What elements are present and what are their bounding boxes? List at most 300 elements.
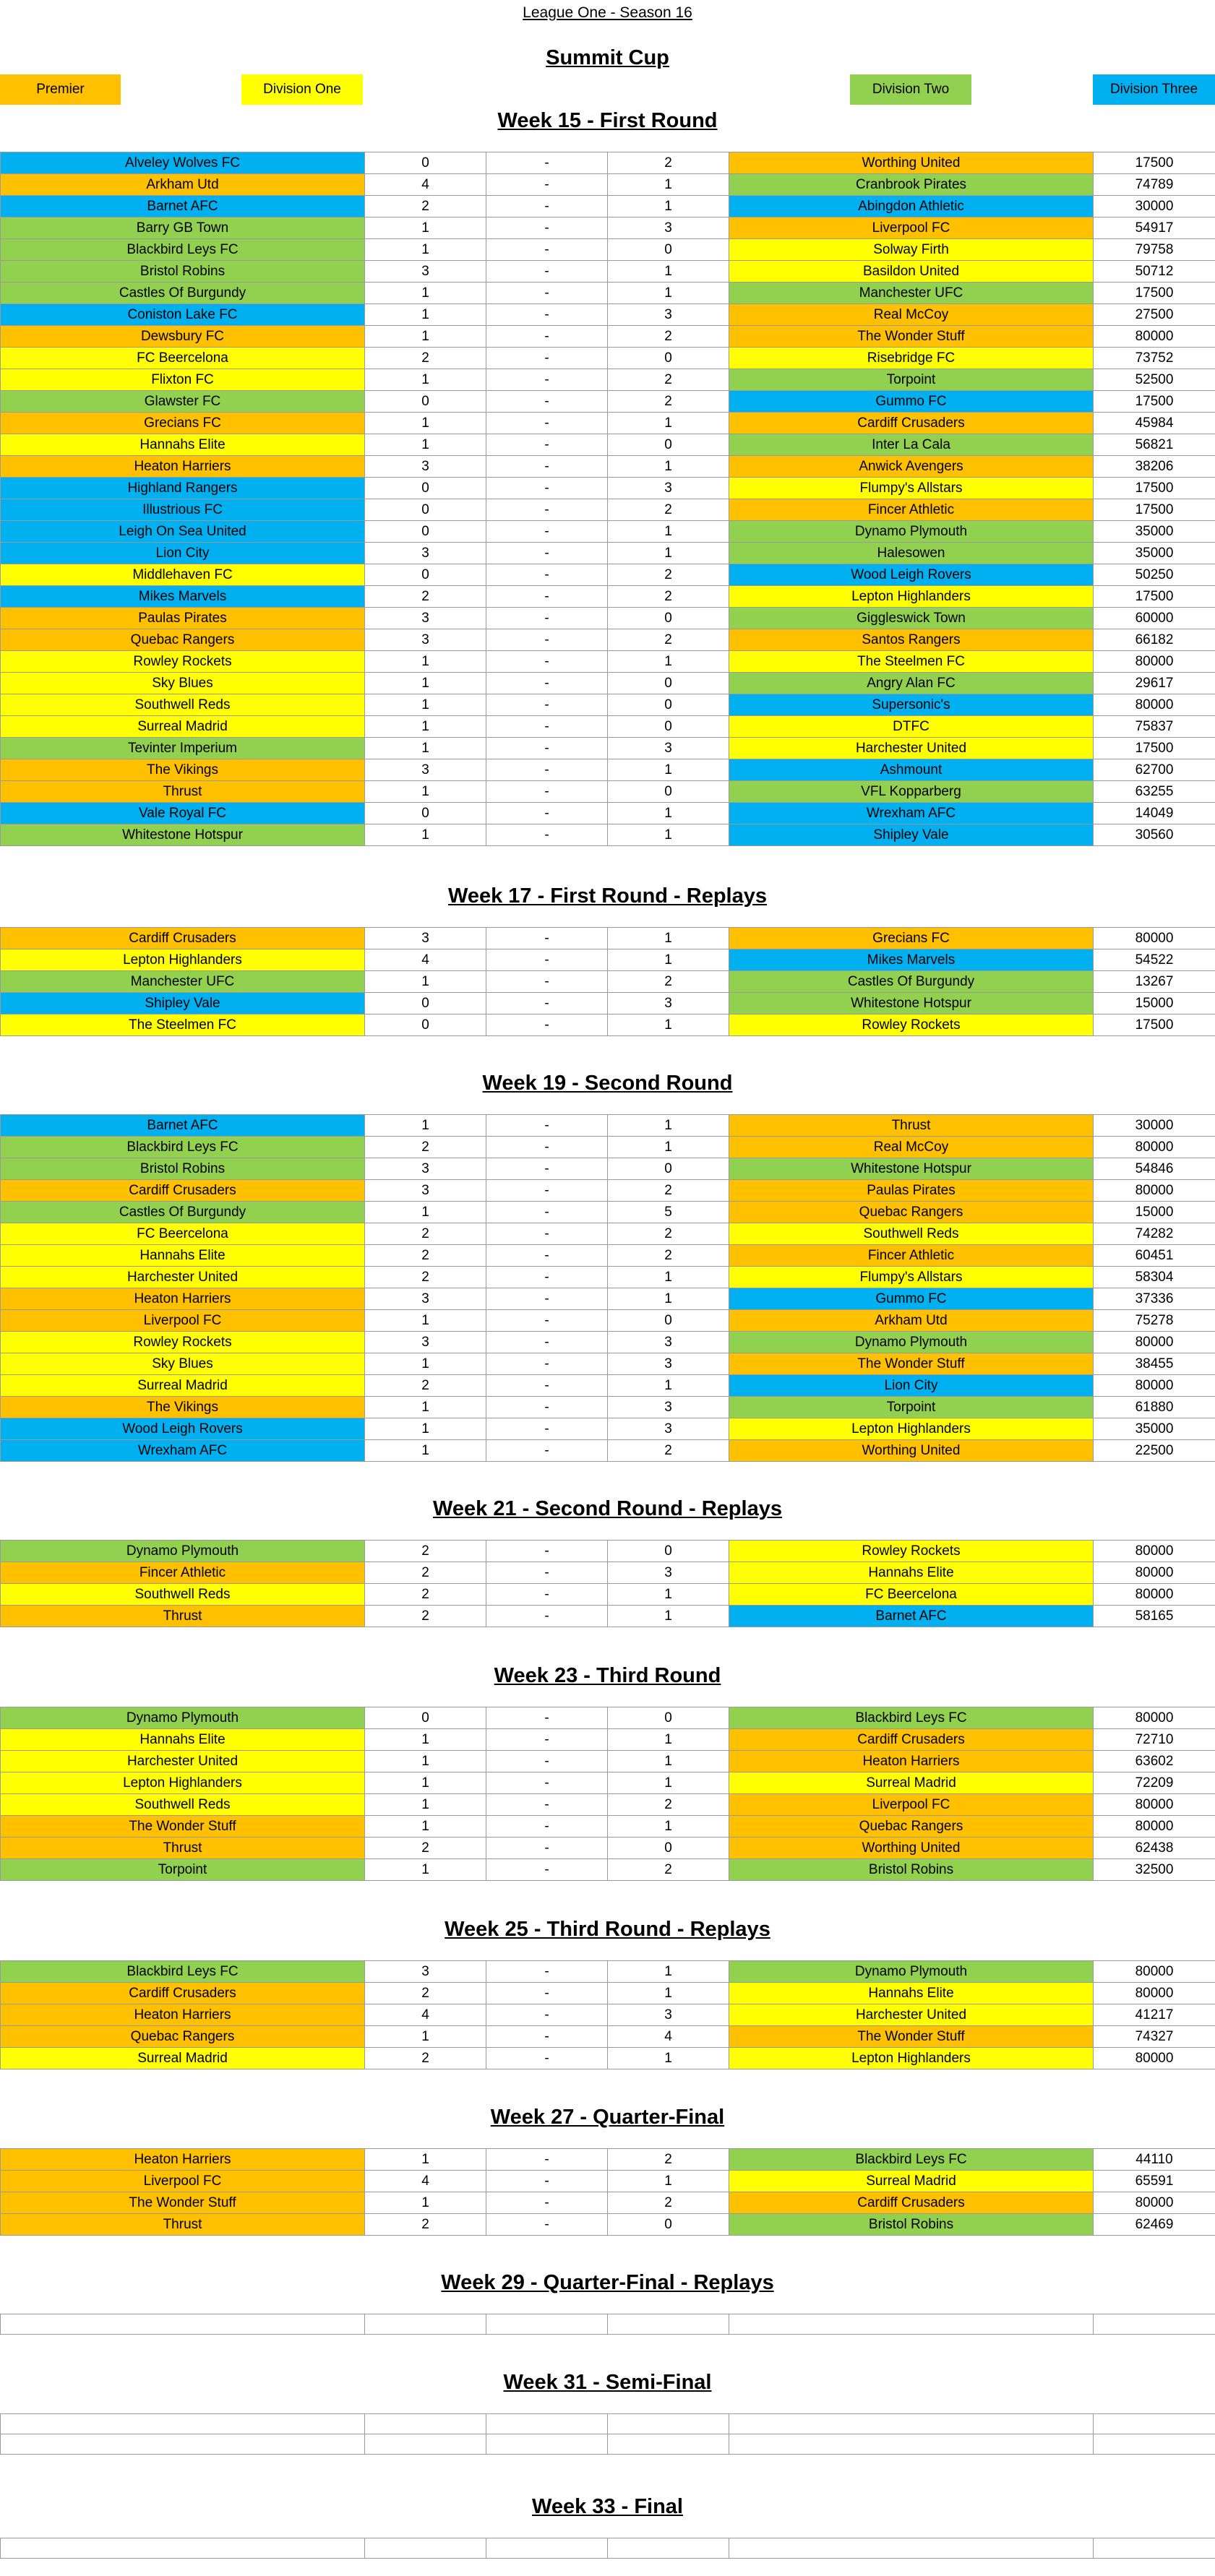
away-team: Surreal Madrid [729, 1772, 1094, 1794]
fixture-row [1, 2214, 1215, 2236]
away-score: 1 [608, 1288, 729, 1310]
away-score: 2 [608, 152, 729, 174]
away-team: Supersonic's [729, 694, 1094, 716]
fixture-row [1, 824, 1215, 846]
away-team [729, 2434, 1094, 2455]
away-score: 2 [608, 1859, 729, 1881]
attendance: 35000 [1094, 1418, 1215, 1440]
score-separator: - [486, 673, 608, 694]
fixture-row [1, 949, 1215, 971]
score-separator: - [486, 152, 608, 174]
home-score: 1 [365, 1751, 486, 1772]
home-team: Highland Rangers [1, 478, 365, 499]
home-score: 0 [365, 1707, 486, 1729]
fixture-row [1, 1440, 1215, 1462]
fixture-row [1, 283, 1215, 304]
fixture-row [1, 1772, 1215, 1794]
attendance: 80000 [1094, 1961, 1215, 1983]
away-score: 1 [608, 1961, 729, 1983]
fixture-row [1, 629, 1215, 651]
away-score: 1 [608, 1584, 729, 1606]
home-team: FC Beercelona [1, 1223, 365, 1245]
score-separator: - [486, 1015, 608, 1036]
attendance: 80000 [1094, 2048, 1215, 2069]
fixture-row [1, 1245, 1215, 1267]
away-score [608, 2414, 729, 2434]
home-team: Illustrious FC [1, 499, 365, 521]
home-score [365, 2414, 486, 2434]
attendance: 29617 [1094, 673, 1215, 694]
fixtures-table [0, 2538, 1215, 2559]
fixtures-table [0, 927, 1215, 1036]
away-team: Thrust [729, 1115, 1094, 1137]
away-team: Dynamo Plymouth [729, 1332, 1094, 1353]
home-team: Heaton Harriers [1, 456, 365, 478]
score-separator: - [486, 824, 608, 846]
away-score: 1 [608, 928, 729, 949]
home-score: 1 [365, 434, 486, 456]
fixture-row [1, 1267, 1215, 1288]
away-team: Whitestone Hotspur [729, 993, 1094, 1015]
score-separator: - [486, 217, 608, 239]
home-score: 2 [365, 1983, 486, 2004]
score-separator: - [486, 1397, 608, 1418]
home-score: 1 [365, 2026, 486, 2048]
fixture-row [1, 2149, 1215, 2171]
away-team: Worthing United [729, 1838, 1094, 1859]
away-team: Surreal Madrid [729, 2171, 1094, 2192]
home-team [1, 2414, 365, 2434]
away-team: Gummo FC [729, 1288, 1094, 1310]
round-title: Week 15 - First Round [497, 109, 718, 132]
away-score [608, 2538, 729, 2559]
home-score: 2 [365, 1137, 486, 1158]
fixture-row [1, 2004, 1215, 2026]
away-team: FC Beercelona [729, 1584, 1094, 1606]
attendance: 80000 [1094, 1375, 1215, 1397]
home-score: 3 [365, 1158, 486, 1180]
fixture-row [1, 304, 1215, 326]
away-team: Rowley Rockets [729, 1541, 1094, 1562]
home-team: Rowley Rockets [1, 651, 365, 673]
fixture-row [1, 1015, 1215, 1036]
home-team: Southwell Reds [1, 1794, 365, 1816]
away-team: Mikes Marvels [729, 949, 1094, 971]
home-team: Wrexham AFC [1, 1440, 365, 1462]
home-score: 1 [365, 1397, 486, 1418]
home-team: Heaton Harriers [1, 2149, 365, 2171]
home-team: Coniston Lake FC [1, 304, 365, 326]
home-team: Shipley Vale [1, 993, 365, 1015]
home-team: Southwell Reds [1, 694, 365, 716]
home-team: Barry GB Town [1, 217, 365, 239]
attendance: 41217 [1094, 2004, 1215, 2026]
score-separator: - [486, 651, 608, 673]
away-score: 1 [608, 1606, 729, 1627]
away-team: Flumpy's Allstars [729, 1267, 1094, 1288]
home-score: 3 [365, 543, 486, 564]
fixture-row [1, 803, 1215, 824]
fixture-row [1, 152, 1215, 174]
home-team [1, 2434, 365, 2455]
away-score: 1 [608, 1751, 729, 1772]
away-score: 2 [608, 2149, 729, 2171]
fixture-row [1, 2314, 1215, 2335]
legend-division-three: Division Three [1093, 74, 1215, 105]
away-score: 0 [608, 1707, 729, 1729]
away-score: 1 [608, 456, 729, 478]
away-team: Angry Alan FC [729, 673, 1094, 694]
home-team: Fincer Athletic [1, 1562, 365, 1584]
page-title: League One - Season 16 [523, 4, 692, 21]
home-team [1, 2314, 365, 2335]
home-score: 0 [365, 391, 486, 413]
score-separator: - [486, 1838, 608, 1859]
away-team: The Steelmen FC [729, 651, 1094, 673]
away-team: Barnet AFC [729, 1606, 1094, 1627]
fixture-row [1, 2026, 1215, 2048]
home-team: The Vikings [1, 1397, 365, 1418]
attendance: 80000 [1094, 1983, 1215, 2004]
away-team: Santos Rangers [729, 629, 1094, 651]
away-team: Cardiff Crusaders [729, 2192, 1094, 2214]
score-separator: - [486, 2048, 608, 2069]
attendance: 74282 [1094, 1223, 1215, 1245]
score-separator: - [486, 391, 608, 413]
fixture-row [1, 1180, 1215, 1202]
attendance: 15000 [1094, 993, 1215, 1015]
home-team: Thrust [1, 1606, 365, 1627]
score-separator: - [486, 2171, 608, 2192]
attendance [1094, 2434, 1215, 2455]
round-title: Week 31 - Semi-Final [503, 2371, 712, 2394]
fixture-row [1, 781, 1215, 803]
attendance: 80000 [1094, 326, 1215, 348]
home-team: Surreal Madrid [1, 716, 365, 738]
home-score: 3 [365, 456, 486, 478]
away-team: Hannahs Elite [729, 1562, 1094, 1584]
attendance: 75278 [1094, 1310, 1215, 1332]
attendance: 17500 [1094, 152, 1215, 174]
away-team: The Wonder Stuff [729, 326, 1094, 348]
fixture-row [1, 716, 1215, 738]
away-team [729, 2314, 1094, 2335]
away-score: 1 [608, 1015, 729, 1036]
away-team: Whitestone Hotspur [729, 1158, 1094, 1180]
home-team: Barnet AFC [1, 196, 365, 217]
home-score: 3 [365, 759, 486, 781]
away-team: Risebridge FC [729, 348, 1094, 369]
attendance: 60451 [1094, 1245, 1215, 1267]
attendance: 74327 [1094, 2026, 1215, 2048]
score-separator: - [486, 1288, 608, 1310]
fixture-row [1, 971, 1215, 993]
score-separator: - [486, 1353, 608, 1375]
home-score: 2 [365, 196, 486, 217]
score-separator: - [486, 564, 608, 586]
home-team: Rowley Rockets [1, 1332, 365, 1353]
home-score: 1 [365, 304, 486, 326]
home-score: 2 [365, 586, 486, 608]
score-separator: - [486, 1729, 608, 1751]
away-score: 1 [608, 1267, 729, 1288]
score-separator: - [486, 1245, 608, 1267]
away-score: 2 [608, 629, 729, 651]
fixture-row [1, 348, 1215, 369]
round-title: Week 23 - Third Round [494, 1664, 721, 1687]
home-score: 0 [365, 152, 486, 174]
home-team: Vale Royal FC [1, 803, 365, 824]
fixture-row [1, 434, 1215, 456]
fixtures-table [0, 152, 1215, 846]
attendance: 56821 [1094, 434, 1215, 456]
score-separator: - [486, 928, 608, 949]
away-score: 3 [608, 738, 729, 759]
score-separator: - [486, 1983, 608, 2004]
score-separator: - [486, 586, 608, 608]
away-score: 3 [608, 2004, 729, 2026]
fixture-row [1, 1729, 1215, 1751]
away-score: 1 [608, 1772, 729, 1794]
fixture-row [1, 2414, 1215, 2434]
home-team: Whitestone Hotspur [1, 824, 365, 846]
away-team: Fincer Athletic [729, 499, 1094, 521]
away-team: Lion City [729, 1375, 1094, 1397]
home-score: 1 [365, 1859, 486, 1881]
home-score: 2 [365, 1541, 486, 1562]
away-team: Wood Leigh Rovers [729, 564, 1094, 586]
home-team: FC Beercelona [1, 348, 365, 369]
attendance: 27500 [1094, 304, 1215, 326]
away-score: 0 [608, 1838, 729, 1859]
home-team: Heaton Harriers [1, 1288, 365, 1310]
home-score: 1 [365, 369, 486, 391]
home-score: 1 [365, 1440, 486, 1462]
score-separator: - [486, 369, 608, 391]
round-title: Week 17 - First Round - Replays [447, 884, 768, 908]
away-team: Gummo FC [729, 391, 1094, 413]
home-team: Blackbird Leys FC [1, 1137, 365, 1158]
score-separator: - [486, 1332, 608, 1353]
attendance: 80000 [1094, 2192, 1215, 2214]
home-score: 1 [365, 1418, 486, 1440]
away-score: 2 [608, 1794, 729, 1816]
home-team: Hannahs Elite [1, 434, 365, 456]
away-team: Bristol Robins [729, 1859, 1094, 1881]
attendance: 37336 [1094, 1288, 1215, 1310]
home-score: 0 [365, 478, 486, 499]
score-separator: - [486, 478, 608, 499]
home-score: 4 [365, 2171, 486, 2192]
score-separator: - [486, 261, 608, 283]
away-score: 5 [608, 1202, 729, 1223]
home-score: 3 [365, 1961, 486, 1983]
away-team: The Wonder Stuff [729, 2026, 1094, 2048]
home-score: 3 [365, 1288, 486, 1310]
away-score: 1 [608, 803, 729, 824]
home-score: 4 [365, 2004, 486, 2026]
away-score: 1 [608, 949, 729, 971]
away-score: 0 [608, 434, 729, 456]
fixture-row [1, 1794, 1215, 1816]
attendance: 74789 [1094, 174, 1215, 196]
attendance: 35000 [1094, 543, 1215, 564]
fixture-row [1, 2171, 1215, 2192]
attendance: 50250 [1094, 564, 1215, 586]
legend-premier: Premier [0, 74, 121, 105]
away-team: Liverpool FC [729, 217, 1094, 239]
attendance: 38206 [1094, 456, 1215, 478]
score-separator: - [486, 543, 608, 564]
away-team: DTFC [729, 716, 1094, 738]
attendance: 14049 [1094, 803, 1215, 824]
legend-division-one: Division One [241, 74, 363, 105]
away-score [608, 2314, 729, 2335]
away-score: 2 [608, 2192, 729, 2214]
home-score: 2 [365, 1562, 486, 1584]
away-score: 1 [608, 1137, 729, 1158]
attendance: 17500 [1094, 391, 1215, 413]
away-score: 0 [608, 1158, 729, 1180]
fixture-row [1, 1397, 1215, 1418]
away-team: Anwick Avengers [729, 456, 1094, 478]
fixture-row [1, 1541, 1215, 1562]
attendance: 44110 [1094, 2149, 1215, 2171]
attendance: 73752 [1094, 348, 1215, 369]
attendance: 17500 [1094, 738, 1215, 759]
home-team: The Wonder Stuff [1, 2192, 365, 2214]
fixture-row [1, 521, 1215, 543]
home-team: Flixton FC [1, 369, 365, 391]
away-score: 3 [608, 478, 729, 499]
attendance: 17500 [1094, 283, 1215, 304]
fixtures-table [0, 1960, 1215, 2069]
home-team [1, 2538, 365, 2559]
away-team: Worthing United [729, 1440, 1094, 1462]
away-score: 2 [608, 391, 729, 413]
away-score: 0 [608, 694, 729, 716]
away-team: Real McCoy [729, 1137, 1094, 1158]
home-score: 2 [365, 2048, 486, 2069]
home-team: Thrust [1, 2214, 365, 2236]
home-score: 1 [365, 2192, 486, 2214]
away-score: 2 [608, 971, 729, 993]
away-team: Blackbird Leys FC [729, 1707, 1094, 1729]
attendance: 52500 [1094, 369, 1215, 391]
attendance: 38455 [1094, 1353, 1215, 1375]
fixture-row [1, 694, 1215, 716]
attendance: 54846 [1094, 1158, 1215, 1180]
fixture-row [1, 413, 1215, 434]
attendance: 58304 [1094, 1267, 1215, 1288]
attendance: 50712 [1094, 261, 1215, 283]
score-separator: - [486, 1794, 608, 1816]
fixture-row [1, 651, 1215, 673]
home-team: The Vikings [1, 759, 365, 781]
home-score: 1 [365, 283, 486, 304]
fixtures-table [0, 2413, 1215, 2455]
away-team: Cardiff Crusaders [729, 1729, 1094, 1751]
score-separator: - [486, 694, 608, 716]
home-team: Leigh On Sea United [1, 521, 365, 543]
fixture-row [1, 369, 1215, 391]
home-score: 2 [365, 1606, 486, 1627]
away-score: 1 [608, 651, 729, 673]
away-score: 1 [608, 413, 729, 434]
away-team: Hannahs Elite [729, 1983, 1094, 2004]
away-score: 3 [608, 1562, 729, 1584]
score-separator: - [486, 629, 608, 651]
away-team: Ashmount [729, 759, 1094, 781]
home-score: 1 [365, 326, 486, 348]
score-separator: - [486, 1961, 608, 1983]
away-team: Lepton Highlanders [729, 1418, 1094, 1440]
away-score: 1 [608, 196, 729, 217]
away-score: 1 [608, 1983, 729, 2004]
away-score: 3 [608, 1332, 729, 1353]
attendance: 63602 [1094, 1751, 1215, 1772]
away-score: 3 [608, 217, 729, 239]
home-score [365, 2434, 486, 2455]
home-score [365, 2538, 486, 2559]
fixtures-table [0, 2148, 1215, 2236]
fixtures-table [0, 1707, 1215, 1881]
away-score: 2 [608, 1245, 729, 1267]
score-separator: - [486, 1772, 608, 1794]
score-separator: - [486, 1137, 608, 1158]
round-title: Week 25 - Third Round - Replays [445, 1918, 770, 1941]
attendance: 72710 [1094, 1729, 1215, 1751]
home-team: Lion City [1, 543, 365, 564]
fixture-row [1, 1859, 1215, 1881]
home-team: Cardiff Crusaders [1, 928, 365, 949]
fixture-row [1, 586, 1215, 608]
home-team: Dewsbury FC [1, 326, 365, 348]
away-team: Shipley Vale [729, 824, 1094, 846]
fixture-row [1, 1332, 1215, 1353]
score-separator [486, 2414, 608, 2434]
home-team: Castles Of Burgundy [1, 283, 365, 304]
away-team: Worthing United [729, 152, 1094, 174]
home-team: Bristol Robins [1, 261, 365, 283]
score-separator [486, 2538, 608, 2559]
fixture-row [1, 239, 1215, 261]
attendance: 61880 [1094, 1397, 1215, 1418]
away-team: Dynamo Plymouth [729, 1961, 1094, 1983]
away-team: Bristol Robins [729, 2214, 1094, 2236]
fixture-row [1, 928, 1215, 949]
home-score: 3 [365, 608, 486, 629]
attendance: 80000 [1094, 1816, 1215, 1838]
away-score: 1 [608, 2171, 729, 2192]
attendance: 62469 [1094, 2214, 1215, 2236]
fixture-row [1, 2434, 1215, 2455]
score-separator: - [486, 716, 608, 738]
attendance: 15000 [1094, 1202, 1215, 1223]
away-score: 1 [608, 824, 729, 846]
score-separator: - [486, 781, 608, 803]
attendance: 80000 [1094, 1584, 1215, 1606]
home-team: Liverpool FC [1, 1310, 365, 1332]
fixture-row [1, 1961, 1215, 1983]
away-score: 1 [608, 174, 729, 196]
away-score: 3 [608, 1418, 729, 1440]
away-team: Heaton Harriers [729, 1751, 1094, 1772]
away-score: 0 [608, 1541, 729, 1562]
home-team: Middlehaven FC [1, 564, 365, 586]
attendance: 62700 [1094, 759, 1215, 781]
home-score: 2 [365, 1584, 486, 1606]
